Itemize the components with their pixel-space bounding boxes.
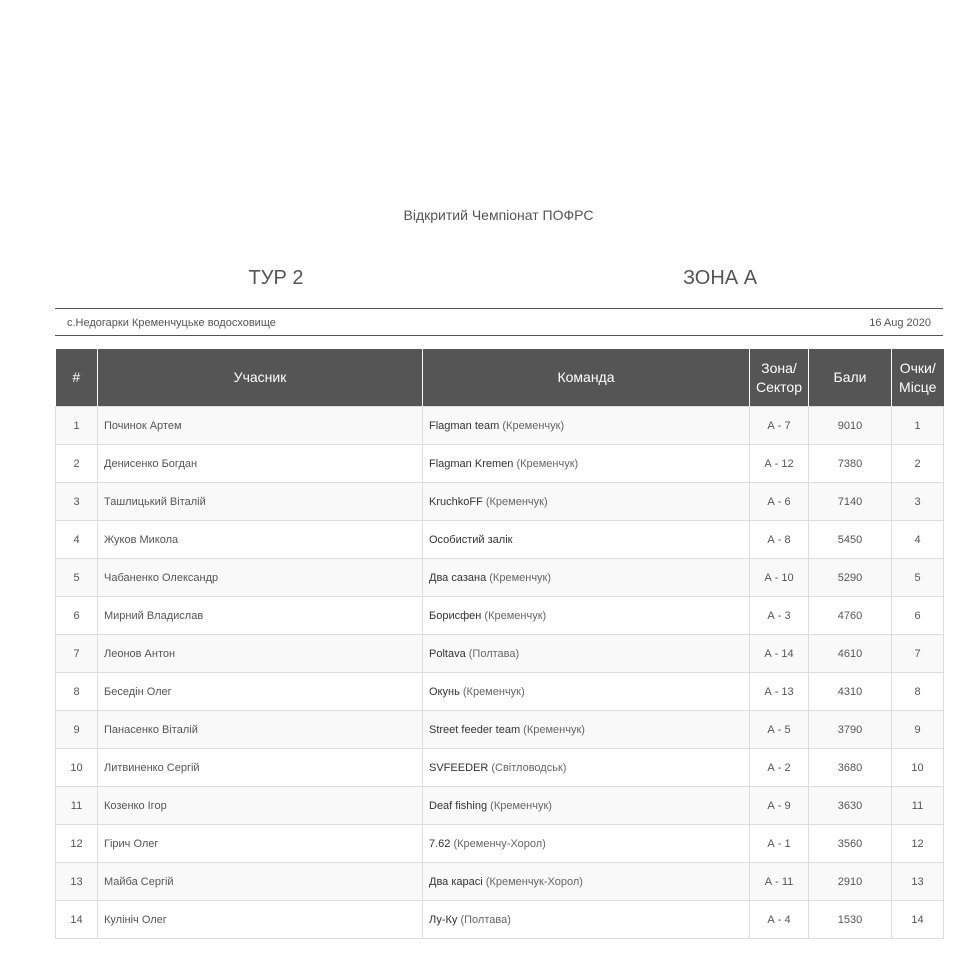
team-cell	[423, 559, 750, 597]
team-name: KruchkoFF	[429, 495, 483, 508]
participant-name: Литвиненко Сергій	[98, 749, 423, 787]
team-city: (Кременчук-Хорол)	[485, 875, 583, 888]
participant-name: Починок Артем	[98, 407, 423, 445]
place: 5	[892, 559, 944, 597]
place: 1	[892, 407, 944, 445]
table-row	[56, 711, 944, 749]
table-row	[56, 521, 944, 559]
table-row	[56, 901, 944, 939]
table-header-row	[56, 349, 944, 407]
place: 14	[892, 901, 944, 939]
team-name: Борисфен	[429, 609, 482, 622]
team-city: (Кременчук)	[485, 495, 548, 508]
row-number: 4	[56, 521, 98, 559]
team-name: Flagman Kremen	[429, 457, 514, 470]
table-row	[56, 635, 944, 673]
points-header-line2: Місце	[899, 378, 937, 395]
page-title: Відкритий Чемпіонат ПОФРС	[403, 207, 594, 223]
participant-name: Беседін Олег	[98, 673, 423, 711]
participant-name: Гірич Олег	[98, 825, 423, 863]
team-cell	[423, 521, 750, 559]
team-cell	[423, 673, 750, 711]
score: 2910	[809, 863, 892, 901]
table-row	[56, 749, 944, 787]
team-city: (Кременчук)	[489, 571, 552, 584]
place: 8	[892, 673, 944, 711]
team-name: Окунь	[429, 685, 460, 698]
table-row	[56, 787, 944, 825]
zone-sector: А - 10	[750, 559, 809, 597]
date-text: 16 Aug 2020	[869, 317, 931, 329]
zone-header-line1: Зона/	[761, 359, 797, 376]
team-city: (Світловодськ)	[491, 761, 567, 774]
place: 9	[892, 711, 944, 749]
table-row	[56, 483, 944, 521]
score: 4610	[809, 635, 892, 673]
participant-name: Козенко Ігор	[98, 787, 423, 825]
team-cell	[423, 407, 750, 445]
row-number: 11	[56, 787, 98, 825]
team-name: Flagman team	[429, 419, 500, 432]
results-table-body	[56, 407, 944, 939]
points-header-line1: Очки/	[899, 359, 936, 376]
table-row	[56, 445, 944, 483]
team-cell	[423, 711, 750, 749]
team-name: Два сазана	[429, 571, 487, 584]
team-name: Poltava	[429, 647, 466, 660]
table-row	[56, 673, 944, 711]
team-cell	[423, 445, 750, 483]
participant-name: Мирний Владислав	[98, 597, 423, 635]
table-row	[56, 559, 944, 597]
team-cell	[423, 901, 750, 939]
score: 3630	[809, 787, 892, 825]
team-city: (Кременчук)	[502, 419, 565, 432]
team-cell	[423, 863, 750, 901]
zone-sector: А - 13	[750, 673, 809, 711]
place: 7	[892, 635, 944, 673]
table-row	[56, 407, 944, 445]
zone-sector: А - 14	[750, 635, 809, 673]
place: 4	[892, 521, 944, 559]
score: 1530	[809, 901, 892, 939]
column-header-zone-sector[interactable]	[750, 349, 809, 407]
zone-sector: А - 8	[750, 521, 809, 559]
zone-sector: А - 1	[750, 825, 809, 863]
zone-sector: А - 7	[750, 407, 809, 445]
team-cell	[423, 483, 750, 521]
score: 3680	[809, 749, 892, 787]
team-name: 7.62	[429, 837, 451, 850]
participant-name: Кулініч Олег	[98, 901, 423, 939]
participant-name: Жуков Микола	[98, 521, 423, 559]
column-header-points-place[interactable]	[892, 349, 944, 407]
score: 7140	[809, 483, 892, 521]
team-cell	[423, 825, 750, 863]
place: 2	[892, 445, 944, 483]
zone-sector: А - 4	[750, 901, 809, 939]
table-row	[56, 863, 944, 901]
zone-sector: А - 2	[750, 749, 809, 787]
column-header-team[interactable]: Команда	[423, 349, 750, 407]
team-city: (Кременчук)	[516, 457, 579, 470]
score: 3790	[809, 711, 892, 749]
row-number: 12	[56, 825, 98, 863]
score: 7380	[809, 445, 892, 483]
participant-name: Ташлицький Віталій	[98, 483, 423, 521]
column-header-num[interactable]: #	[56, 349, 98, 407]
team-name: SVFEEDER	[429, 761, 489, 774]
place: 12	[892, 825, 944, 863]
participant-name: Денисенко Богдан	[98, 445, 423, 483]
zone-sector: А - 3	[750, 597, 809, 635]
row-number: 2	[56, 445, 98, 483]
row-number: 9	[56, 711, 98, 749]
table-row	[56, 597, 944, 635]
row-number: 14	[56, 901, 98, 939]
team-city: (Кременчук)	[523, 723, 585, 736]
team-name: Лу-Ку	[429, 913, 458, 926]
team-city: (Кременчук)	[462, 685, 525, 698]
place: 13	[892, 863, 944, 901]
score: 4310	[809, 673, 892, 711]
column-header-score[interactable]: Бали	[809, 349, 892, 407]
round-title: ТУР 2	[248, 267, 304, 289]
row-number: 6	[56, 597, 98, 635]
row-number: 13	[56, 863, 98, 901]
team-name: Два карасі	[429, 875, 483, 888]
table-row	[56, 825, 944, 863]
row-number: 3	[56, 483, 98, 521]
row-number: 5	[56, 559, 98, 597]
results-table	[55, 349, 944, 939]
row-number: 7	[56, 635, 98, 673]
participant-name: Майба Сергій	[98, 863, 423, 901]
zone-title: ЗОНА А	[682, 267, 758, 289]
team-cell	[423, 597, 750, 635]
row-number: 1	[56, 407, 98, 445]
team-name: Deaf fishing	[429, 799, 488, 812]
location-text: с.Недогарки Кременчуцьке водосховище	[67, 317, 276, 329]
team-city: (Кременчук)	[484, 609, 547, 622]
place: 3	[892, 483, 944, 521]
team-city: (Кременчук)	[490, 799, 552, 812]
zone-sector: А - 9	[750, 787, 809, 825]
team-name: Street feeder team	[429, 723, 521, 736]
row-number: 8	[56, 673, 98, 711]
team-city: (Полтава)	[460, 913, 511, 926]
zone-header-line2: Сектор	[755, 378, 802, 395]
zone-sector: А - 5	[750, 711, 809, 749]
place: 6	[892, 597, 944, 635]
participant-name: Панасенко Віталій	[98, 711, 423, 749]
score: 3560	[809, 825, 892, 863]
participant-name: Чабаненко Олександр	[98, 559, 423, 597]
place: 10	[892, 749, 944, 787]
score: 5450	[809, 521, 892, 559]
column-header-participant[interactable]: Учасник	[98, 349, 423, 407]
score: 4760	[809, 597, 892, 635]
team-city: (Кременчу-Хорол)	[453, 837, 546, 850]
participant-name: Леонов Антон	[98, 635, 423, 673]
row-number: 10	[56, 749, 98, 787]
score: 9010	[809, 407, 892, 445]
zone-sector: А - 12	[750, 445, 809, 483]
team-name: Особистий залік	[429, 533, 513, 546]
team-cell	[423, 749, 750, 787]
team-cell	[423, 635, 750, 673]
team-city: (Полтава)	[468, 647, 520, 660]
place: 11	[892, 787, 944, 825]
zone-sector: А - 11	[750, 863, 809, 901]
team-cell	[423, 787, 750, 825]
score: 5290	[809, 559, 892, 597]
info-bar	[55, 308, 943, 336]
zone-sector: А - 6	[750, 483, 809, 521]
